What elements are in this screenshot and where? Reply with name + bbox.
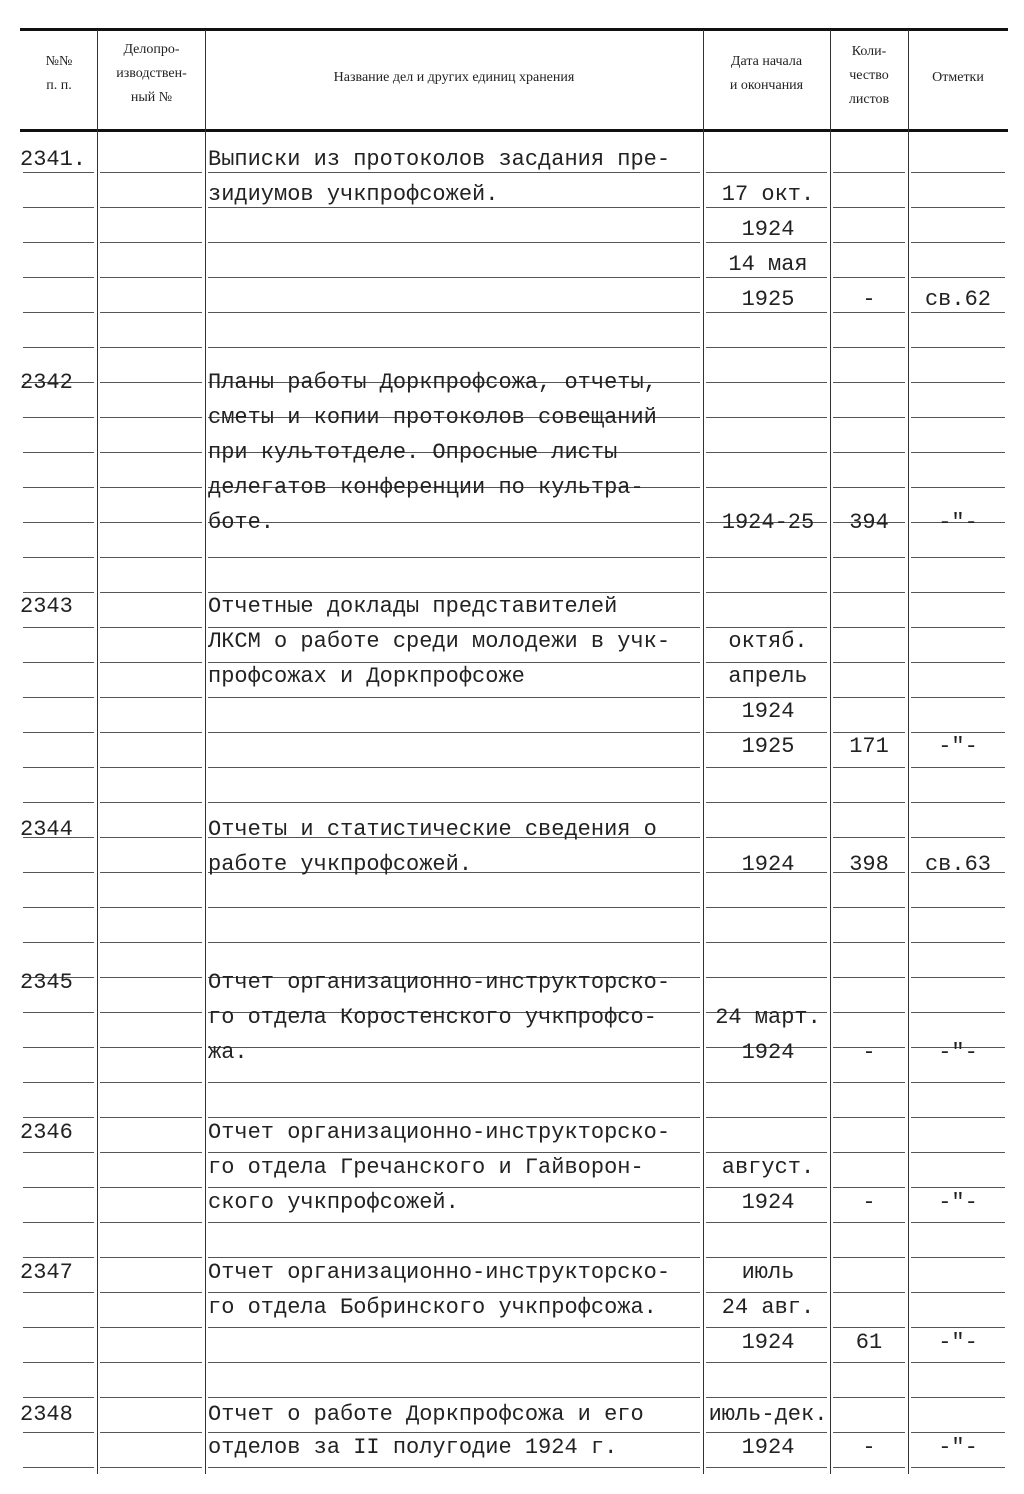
ruled-line [706,417,827,418]
ruled-line [23,207,94,208]
ruled-line [911,592,1005,593]
ruled-line [911,732,1005,733]
ruled-line [100,557,202,558]
ruled-line [100,1362,202,1363]
entry-title-line: профсожах и Доркпрофсоже [208,664,525,689]
ruled-line [100,767,202,768]
ruled-line [100,1222,202,1223]
entry-notes: -"- [938,1330,978,1355]
ruled-line [911,767,1005,768]
column-divider [97,30,98,1474]
entry-number: 2347 [20,1260,73,1285]
ruled-line [208,732,700,733]
ruled-line [833,557,905,558]
entry-title-line: Отчеты и статистические сведения о [208,817,657,842]
ruled-line [100,522,202,523]
ruled-line [911,802,1005,803]
ruled-line [100,1397,202,1398]
ruled-line [706,1222,827,1223]
ruled-line [100,942,202,943]
ruled-line [706,382,827,383]
entry-title-line: при культотделе. Опросные листы [208,440,618,465]
entry-sheet-count: 394 [849,510,889,535]
ruled-line [706,1292,827,1293]
ruled-line [833,1257,905,1258]
ruled-line [911,172,1005,173]
column-divider [703,30,704,1474]
entry-title-line: го отдела Коростенского учкпрофсо- [208,1005,657,1030]
ruled-line [100,242,202,243]
ruled-line [833,1187,905,1188]
ruled-line [23,1397,94,1398]
entry-title-line: боте. [208,510,275,535]
ruled-line [833,347,905,348]
entry-notes: -"- [938,510,978,535]
ruled-line [706,487,827,488]
entry-title-line: жа. [208,1040,248,1065]
entry-date: июль-дек. [708,1402,828,1427]
entry-number: 2348 [20,1402,73,1427]
ruled-line [911,977,1005,978]
ruled-line [23,1362,94,1363]
ruled-line [23,1082,94,1083]
ruled-line [23,522,94,523]
ruled-line [911,1117,1005,1118]
entry-notes: св.63 [924,852,991,877]
entry-title-line: Отчетные доклады представителей [208,594,618,619]
ruled-line [23,1047,94,1048]
entry-number: 2344 [20,817,73,842]
ruled-line [911,1467,1005,1468]
ruled-line [23,767,94,768]
ruled-line [833,592,905,593]
entry-number: 2346 [20,1120,73,1145]
ruled-line [100,172,202,173]
ruled-line [833,1292,905,1293]
ruled-line [706,627,827,628]
ruled-line [833,1117,905,1118]
entry-notes: св.62 [924,287,991,312]
ruled-line [706,1467,827,1468]
top-rule [20,28,1008,31]
ruled-line [706,1082,827,1083]
ruled-line [833,242,905,243]
ruled-line [833,417,905,418]
ruled-line [706,1187,827,1188]
ruled-line [208,242,700,243]
ruled-line [833,452,905,453]
ruled-line [706,172,827,173]
entry-notes: -"- [938,1190,978,1215]
ruled-line [706,977,827,978]
ruled-line [706,907,827,908]
ruled-line [100,802,202,803]
entry-title-line: Отчет организационно-инструкторско- [208,1260,671,1285]
ruled-line [911,1362,1005,1363]
ruled-line [208,592,700,593]
ruled-line [23,1257,94,1258]
entry-notes: -"- [938,734,978,759]
ruled-line [833,1467,905,1468]
ruled-line [208,1292,700,1293]
entry-date: 1924 [741,1435,795,1460]
entry-sheet-count: - [862,287,876,312]
ruled-line [100,1012,202,1013]
ruled-line [208,1257,700,1258]
ruled-line [100,1257,202,1258]
ruled-line [23,662,94,663]
ruled-line [100,662,202,663]
ruled-line [833,837,905,838]
header-case-number: Делопро- изводствен- ный № [116,42,187,105]
header-title: Название дел и других единиц хранения [333,70,575,85]
ruled-line [911,242,1005,243]
ruled-line [23,907,94,908]
entry-date: 1924 [741,1190,795,1215]
ruled-line [706,802,827,803]
ruled-line [833,382,905,383]
entry-title-line: го отдела Гречанского и Гайворон- [208,1155,644,1180]
ruled-line [100,1117,202,1118]
ruled-line [208,697,700,698]
ruled-line [706,1257,827,1258]
entry-notes: -"- [938,1435,978,1460]
ruled-line [911,1292,1005,1293]
ruled-line [100,592,202,593]
entry-date: 1924 [741,217,795,242]
ruled-line [23,1187,94,1188]
ruled-line [208,557,700,558]
entry-number: 2342 [20,370,73,395]
entry-number: 2343 [20,594,73,619]
ruled-line [706,557,827,558]
ruled-line [706,732,827,733]
ruled-line [23,1292,94,1293]
ruled-line [23,1117,94,1118]
ruled-line [208,802,700,803]
ruled-line [706,697,827,698]
ruled-line [833,942,905,943]
ruled-line [100,1082,202,1083]
ruled-line [23,592,94,593]
column-divider [908,30,909,1474]
ruled-line [23,1222,94,1223]
ruled-line [833,802,905,803]
ruled-line [833,487,905,488]
ruled-line [833,697,905,698]
ruled-line [100,452,202,453]
ruled-line [911,907,1005,908]
ruled-line [833,627,905,628]
ruled-line [911,207,1005,208]
ruled-line [23,872,94,873]
entry-title-line: Отчет организационно-инструкторско- [208,1120,671,1145]
ruled-line [706,347,827,348]
ruled-line [911,347,1005,348]
ruled-line [833,1327,905,1328]
ruled-line [833,767,905,768]
ruled-line [100,697,202,698]
ruled-line [911,1222,1005,1223]
ruled-line [23,942,94,943]
entry-number: 2345 [20,970,73,995]
entry-date: октяб. [728,629,808,654]
ruled-line [23,1152,94,1153]
entry-title-line: Выписки из протоколов засдания пре- [208,147,671,172]
ruled-line [208,1152,700,1153]
ruled-line [208,907,700,908]
ruled-line [100,1292,202,1293]
ruled-line [833,277,905,278]
ruled-line [23,312,94,313]
entry-title-line: сметы и копии протоколов совещаний [208,405,657,430]
ruled-line [911,382,1005,383]
ruled-line [911,1187,1005,1188]
ruled-line [23,1467,94,1468]
entry-date: август. [721,1155,815,1180]
ruled-line [208,1117,700,1118]
header-notes: Отметки [932,70,984,85]
header-sheet-count: Коли- чество листов [848,44,890,107]
ruled-line [23,697,94,698]
ruled-line [911,942,1005,943]
entry-sheet-count: 398 [849,852,889,877]
ruled-line [208,347,700,348]
ruled-line [706,1152,827,1153]
ruled-line [100,382,202,383]
column-divider [830,30,831,1474]
entry-date: 1924 [741,1330,795,1355]
ruled-line [911,487,1005,488]
ruled-line [833,1397,905,1398]
entry-sheet-count: 61 [855,1330,883,1355]
ruled-line [208,1397,700,1398]
entry-title-line: зидиумов учкпрофсожей. [208,182,499,207]
ruled-line [833,732,905,733]
ruled-line [208,942,700,943]
entry-date: 14 мая [728,252,808,277]
ruled-line [911,1432,1005,1433]
entry-date: 24 авг. [721,1295,815,1320]
ruled-line [100,417,202,418]
entry-date: 1924 [741,699,795,724]
ruled-line [100,837,202,838]
ruled-line [706,1117,827,1118]
entry-title-line: Планы работы Доркпрофсожа, отчеты, [208,370,657,395]
ruled-line [208,1467,700,1468]
ruled-line [100,1432,202,1433]
ruled-line [911,1012,1005,1013]
ruled-line [23,242,94,243]
ruled-line [208,277,700,278]
ruled-line [100,312,202,313]
ruled-line [833,172,905,173]
ruled-line [100,1152,202,1153]
entry-date: 17 окт. [721,182,815,207]
ruled-line [23,557,94,558]
ruled-line [911,697,1005,698]
entry-date: 1925 [741,734,795,759]
entry-date: 1925 [741,287,795,312]
entry-title-line: ЛКСМ о работе среди молодежи в учк- [208,629,671,654]
ruled-line [100,977,202,978]
ruled-line [100,207,202,208]
ruled-line [833,207,905,208]
entry-sheet-count: - [862,1190,876,1215]
ruled-line [833,662,905,663]
ruled-line [208,1362,700,1363]
ruled-line [208,1222,700,1223]
entry-sheet-count: 171 [849,734,889,759]
entry-date: 1924 [741,1040,795,1065]
ruled-line [706,452,827,453]
ruled-line [100,627,202,628]
ruled-line [911,557,1005,558]
ruled-line [706,1327,827,1328]
ruled-line [100,872,202,873]
ruled-line [706,1432,827,1433]
entry-title-line: отделов за II полугодие 1924 г. [208,1435,618,1460]
entry-date: 24 март. [715,1005,821,1030]
ruled-line [23,732,94,733]
ruled-line [208,1327,700,1328]
ruled-line [208,1432,700,1433]
ruled-line [100,1327,202,1328]
ruled-line [833,907,905,908]
ruled-line [911,837,1005,838]
ruled-line [911,662,1005,663]
ruled-line [23,417,94,418]
entry-title-line: го отдела Бобринского учкпрофсожа. [208,1295,657,1320]
ruled-line [706,592,827,593]
ruled-line [911,1397,1005,1398]
ruled-line [100,1187,202,1188]
ruled-line [23,277,94,278]
ruled-line [23,802,94,803]
ruled-line [911,1082,1005,1083]
ruled-line [100,277,202,278]
ruled-line [911,627,1005,628]
ruled-line [833,1082,905,1083]
ruled-line [706,662,827,663]
ruled-line [833,1222,905,1223]
ruled-line [23,1012,94,1013]
ruled-line [23,487,94,488]
ruled-line [23,627,94,628]
ruled-line [208,767,700,768]
ruled-line [833,977,905,978]
entry-date: апрель [728,664,808,689]
ruled-line [208,1187,700,1188]
entry-title-line: Отчет организационно-инструкторско- [208,970,671,995]
header-rule [20,129,1008,132]
ruled-line [911,1152,1005,1153]
ruled-line [833,1362,905,1363]
ruled-line [208,312,700,313]
column-divider [205,30,206,1474]
ruled-line [911,417,1005,418]
ruled-line [23,1432,94,1433]
entry-title-line: Отчет о работе Доркпрофсожа и его [208,1402,644,1427]
entry-notes: -"- [938,1040,978,1065]
header-number: №№ п. п. [45,54,73,93]
entry-number: 2341. [20,147,87,172]
ruled-line [208,1082,700,1083]
ruled-line [706,767,827,768]
ruled-line [100,1467,202,1468]
ruled-line [706,1397,827,1398]
ruled-line [208,662,700,663]
ruled-line [833,1152,905,1153]
ruled-line [100,1047,202,1048]
entry-date: 1924-25 [721,510,815,535]
ruled-line [833,1012,905,1013]
ruled-line [23,452,94,453]
entry-sheet-count: - [862,1040,876,1065]
ruled-line [100,732,202,733]
ruled-line [23,1327,94,1328]
ruled-line [706,1362,827,1363]
entry-date: 1924 [741,852,795,877]
ruled-line [706,942,827,943]
ruled-line [911,277,1005,278]
ruled-line [23,347,94,348]
entry-title-line: ского учкпрофсожей. [208,1190,459,1215]
entry-date: июль [741,1260,795,1285]
ruled-line [706,837,827,838]
ruled-line [833,1432,905,1433]
ruled-line [208,627,700,628]
ruled-line [100,347,202,348]
entry-sheet-count: - [862,1435,876,1460]
ruled-line [100,487,202,488]
ruled-line [100,907,202,908]
header-dates: Дата начала и окончания [729,54,804,93]
entry-title-line: делегатов конференции по культра- [208,475,644,500]
ruled-line [911,452,1005,453]
ruled-line [911,1327,1005,1328]
ruled-line [911,1257,1005,1258]
entry-title-line: работе учкпрофсожей. [208,852,473,877]
